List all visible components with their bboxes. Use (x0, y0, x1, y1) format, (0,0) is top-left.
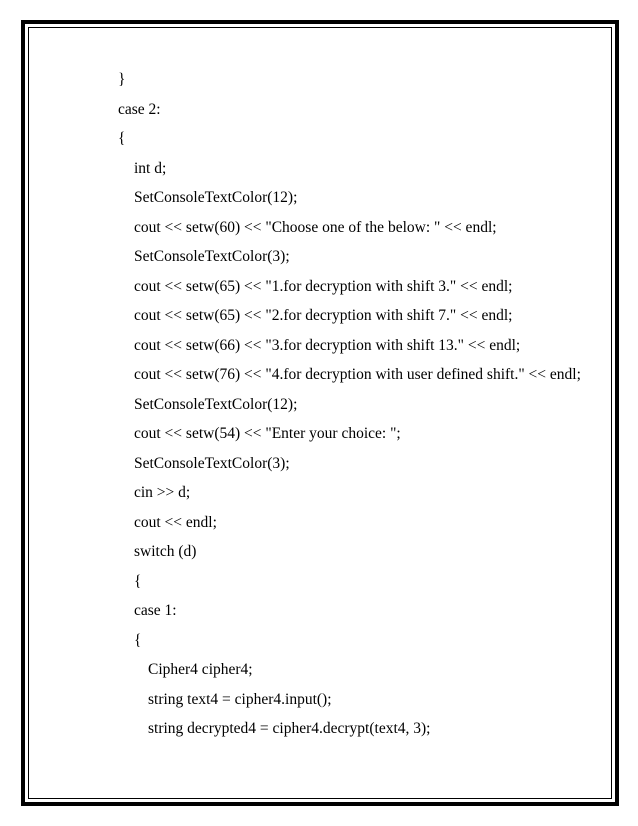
code-line: switch (d) (134, 543, 197, 560)
code-line: string text4 = cipher4.input(); (148, 690, 332, 708)
code-line: cout << setw(54) << "Enter your choice: "; (134, 425, 401, 442)
code-listing (0, 65, 638, 744)
code-line: case 2: (118, 100, 161, 118)
code-line: cout << setw(66) << "3.for decryption with shift 13." << endl; (134, 336, 521, 354)
code-line: { (134, 572, 142, 590)
code-line: SetConsoleTextColor(3); (134, 454, 290, 472)
code-line: cout << endl; (134, 513, 217, 531)
code-line: cout << setw(65) << "1.for decryption with shift 3." << endl; (134, 277, 513, 295)
code-line: SetConsoleTextColor(3); (134, 248, 290, 265)
code-line: case 1: (134, 602, 177, 619)
code-line: Cipher4 cipher4; (148, 661, 253, 678)
code-line: int d; (134, 159, 167, 177)
code-line: SetConsoleTextColor(12); (134, 395, 298, 413)
code-line: string decrypted4 = cipher4.decrypt(text4, 3); (148, 720, 431, 737)
code-line: { (134, 631, 142, 649)
code-line: { (118, 130, 126, 147)
code-line: cout << setw(60) << "Choose one of the below: " << endl; (134, 218, 497, 236)
code-line: cout << setw(76) << "4.for decryption with user defined shift." << endl; (134, 366, 581, 383)
code-line: cout << setw(65) << "2.for decryption with shift 7." << endl; (134, 307, 513, 324)
code-line: cin >> d; (134, 484, 191, 501)
code-line: } (118, 71, 126, 88)
code-line: SetConsoleTextColor(12); (134, 189, 298, 206)
